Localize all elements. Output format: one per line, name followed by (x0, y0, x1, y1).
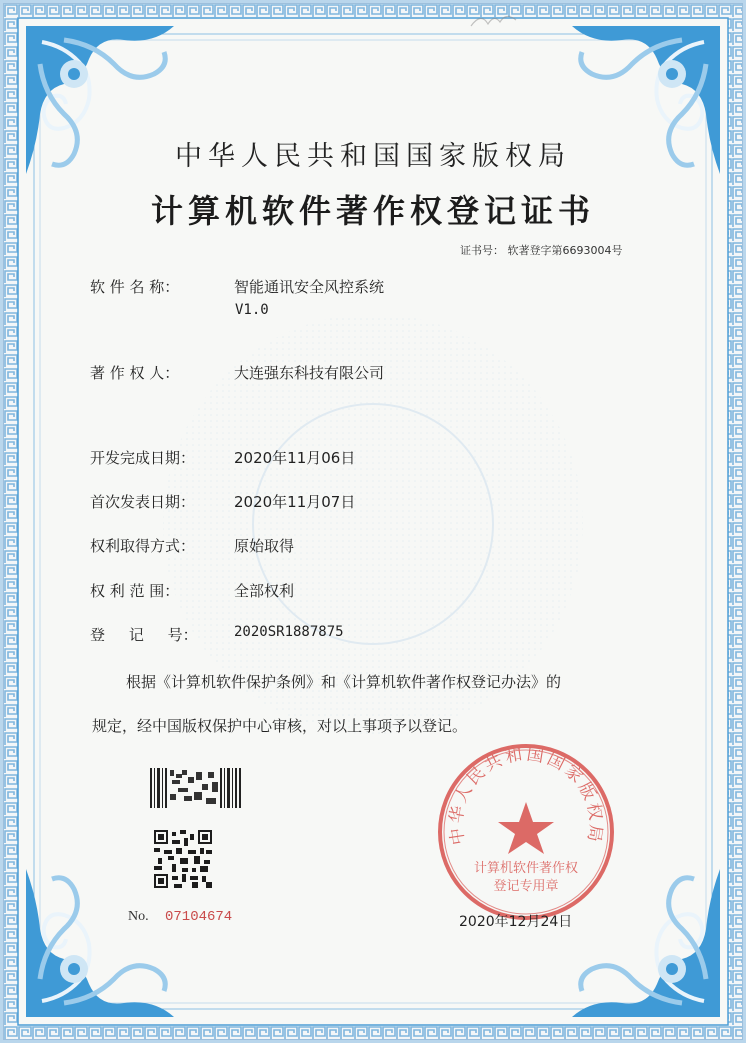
seal-outer-text: 中华人民共和国国家版权局 (446, 744, 606, 847)
field-label-completion-date: 开发完成日期： (90, 449, 196, 467)
serial-prefix: No. (128, 909, 149, 924)
field-label-copyright-owner: 著 作 权 人： (90, 364, 180, 382)
authority-title: 中华人民共和国国家版权局 (175, 141, 571, 172)
seal-inner-line-2: 登记专用章 (493, 879, 559, 894)
seal-inner-line-1: 计算机软件著作权 (473, 861, 579, 876)
certificate-page (4, 4, 742, 1039)
field-value-software-name: 智能通讯安全风控系统 (234, 278, 385, 296)
field-value-registration-number: 2020SR1887875 (234, 624, 344, 640)
field-label-registration-number: 登 记 号： (90, 626, 198, 644)
issue-date: 2020年12月24日 (459, 914, 573, 930)
field-label-software-name: 软 件 名 称： (90, 278, 180, 296)
field-label-acquisition-method: 权利取得方式： (90, 537, 196, 555)
field-label-publish-date: 首次发表日期： (90, 493, 196, 511)
statement-line-1: 根据《计算机软件保护条例》和《计算机软件著作权登记办法》的 (126, 673, 562, 691)
barcode-image (150, 768, 242, 808)
field-value-copyright-owner: 大连强东科技有限公司 (234, 364, 385, 382)
statement-line-2: 规定，经中国版权保护中心审核，对以上事项予以登记。 (92, 717, 468, 735)
field-label-rights-scope: 权 利 范 围： (90, 582, 180, 600)
official-red-seal (434, 740, 618, 924)
certificate-title: 计算机软件著作权登记证书 (150, 192, 595, 230)
field-value-completion-date: 2020年11月06日 (234, 449, 356, 467)
field-value-publish-date: 2020年11月07日 (234, 493, 356, 511)
field-value-acquisition-method: 原始取得 (234, 537, 295, 555)
serial-number: 07104674 (165, 909, 233, 925)
field-value-rights-scope: 全部权利 (234, 582, 295, 600)
handwritten-mark (466, 8, 526, 32)
qr-code-image (154, 830, 212, 888)
field-value-version: V1.0 (235, 302, 269, 318)
certificate-number: 证书号： 软著登字第6693004号 (460, 244, 623, 257)
